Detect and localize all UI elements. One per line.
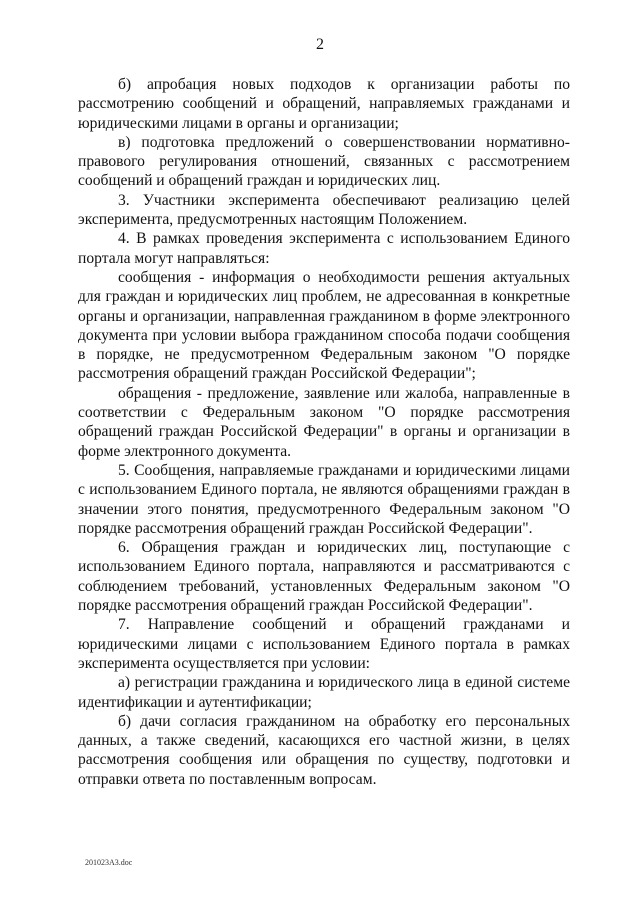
document-body: [78, 75, 570, 789]
paragraph-b-consent: б) дачи согласия гражданином на обработку его персональных данных, а также сведений, касающихся его частной жизни, в целях рассмотрения сообщения или обращения по существу, подготовки и отправки ответа по поставленным вопросам.: [78, 712, 570, 788]
paragraph-3-participants: 3. Участники эксперимента обеспечивают реализацию целей эксперимента, предусмотренных настоящим Положением.: [78, 191, 570, 229]
paragraph-4-portal: 4. В рамках проведения эксперимента с использованием Единого портала могут направляться:: [78, 230, 570, 267]
paragraph-appeals-definition: обращения - предложение, заявление или жалоба, направленные в соответствии с Федеральным законом "О порядке рассмотрения обращений граждан Российской Федерации" в органы и организации в форме электронного документа.: [78, 384, 570, 460]
paragraph-b-approbation: б) апробация новых подходов к организации работы по рассмотрению сообщений и обращений, направляемых гражданами и юридическими лицами в органы и организации;: [78, 76, 570, 132]
paragraph-v-proposals: в) подготовка предложений о совершенствовании нормативно-правового регулирования отношений, связанных с рассмотрением сообщений и обращений граждан и юридических лиц.: [78, 133, 570, 190]
paragraph-6-appeals: 6. Обращения граждан и юридических лиц, поступающие с использованием Единого портала, направляются и рассматриваются с соблюдением требований, установленных Федеральным законом "О порядке рассмотрения обращений граждан Российской Федерации".: [78, 539, 570, 615]
paragraph-5-messages: 5. Сообщения, направляемые гражданами и юридическими лицами с использованием Единого портала, не являются обращениями граждан в значении этого понятия, предусмотренного Федеральным законом "О порядке рассмотрения обращений граждан Российской Федерации".: [78, 461, 570, 537]
paragraph-messages-definition: сообщения - информация о необходимости решения актуальных для граждан и юридических лиц проблем, не адресованная в конкретные органы и организации, направленная гражданином в форме электронного документа при условии выбора гражданином способа подачи сообщения в порядке, не предусмотренном Федеральным законом "О порядке рассмотрения обращений граждан Российской Федерации";: [78, 268, 570, 383]
paragraph-7-conditions: 7. Направление сообщений и обращений гражданами и юридическими лицами с использованием Единого портала в рамках эксперимента осуществляется при условии:: [78, 616, 570, 672]
footer-doc-code: 201023A3.doc: [85, 858, 133, 867]
paragraph-a-registration: а) регистрации гражданина и юридического лица в единой системе идентификации и аутентификации;: [78, 674, 570, 711]
page-number: 2: [316, 36, 324, 53]
